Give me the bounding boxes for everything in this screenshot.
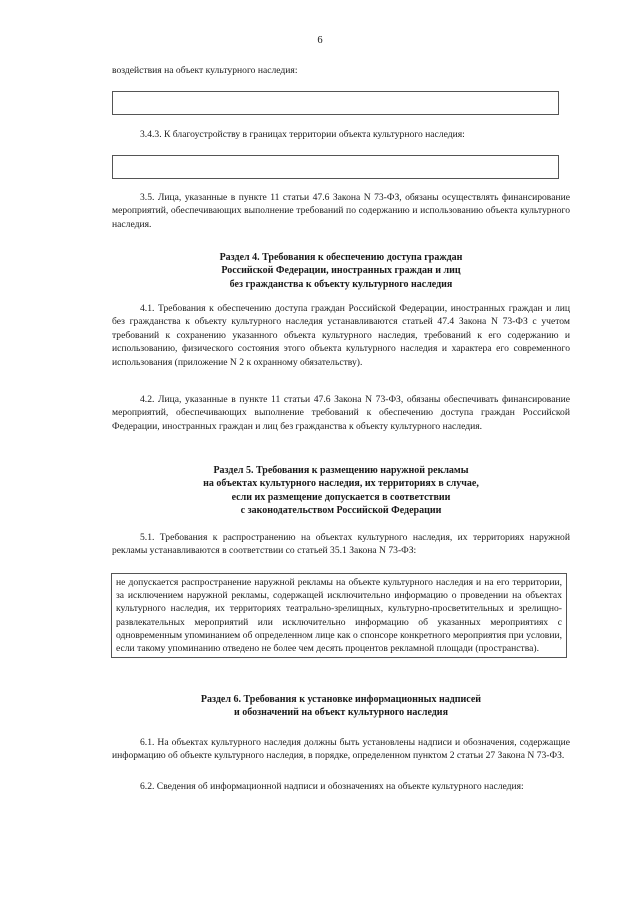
intro-line-block: [112, 64, 570, 77]
empty-field-box-1: [112, 91, 559, 115]
item-35-block: [112, 191, 570, 231]
section-5-heading: [112, 464, 570, 518]
empty-field-box-2: [112, 155, 559, 179]
item-51-block: [112, 531, 570, 558]
item-61: 6.1. На объектах культурного наследия должны быть установлены надписи и обозначения, содержащие информацию об объекте культурного наследия, в порядке, определенном пунктом 2 статьи 27 Закона N 73-ФЗ.: [112, 737, 570, 762]
section-5-heading-line: с законодательством Российской Федерации: [240, 505, 442, 517]
section-4-heading-line: Российской Федерации, иностранных граждан и лиц: [221, 265, 461, 277]
section-5-heading-line: если их размещение допускается в соответствии: [231, 491, 451, 503]
framed-requirement-text: не допускается распространение наружной рекламы на объекте культурного наследия и на его территории, за исключением наружной рекламы, содержащей исключительно информацию о проведении на объектах культурного наследия, их территориях театрально-зрелищных, культурно-просветительных и зрелищно-развлекательных мероприятий или исключительно информацию об указанных мероприятиях с одновременным упоминанием об определенном лице как о спонсоре конкретного мероприятия при условии, если такому упоминанию отведено не более чем десять процентов рекламной площади (пространства).: [116, 577, 562, 655]
item-62: 6.2. Сведения об информационной надписи и обозначениях на объекте культурного наследия:: [140, 781, 524, 792]
section-6-heading-line: и обозначений на объект культурного наследия: [234, 707, 448, 719]
framed-requirement-box: [111, 573, 567, 658]
section-4-heading-line: Раздел 4. Требования к обеспечению доступа граждан: [219, 252, 463, 263]
item-41: 4.1. Требования к обеспечению доступа граждан Российской Федерации, иностранных граждан и лиц без гражданства к объекту культурного наследия устанавливаются статьей 47.4 Закона N 73-ФЗ с учетом требований к сохранению указанного объекта культурного наследия, требований к его содержанию и использованию, физического состояния этого объекта культурного наследия и характера его современного использования (приложение N 2 к охранному обязательству).: [112, 303, 570, 368]
section-5-heading-line: Раздел 5. Требования к размещению наружной рекламы: [213, 465, 469, 476]
intro-line: воздействия на объект культурного наследия:: [112, 65, 298, 76]
section-4-heading: [112, 251, 570, 291]
item-62-block: [112, 780, 570, 793]
item-41-block: [112, 302, 570, 369]
section-4-heading-line: без гражданства к объекту культурного наследия: [229, 278, 453, 290]
item-51: 5.1. Требования к распространению на объектах культурного наследия, их территориях наружной рекламы устанавливаются в соответствии со статьей 35.1 Закона N 73-ФЗ:: [112, 532, 570, 557]
item-42-block: [112, 393, 570, 433]
item-42: 4.2. Лица, указанные в пункте 11 статьи 47.6 Закона N 73-ФЗ, обязаны обеспечивать финансирование мероприятий, обеспечивающих выполнение требований к обеспечению доступа граждан Российской Федерации, иностранных граждан и лиц без гражданства к объекту культурного наследия.: [112, 394, 570, 432]
page-number: 6: [317, 35, 323, 46]
item-343-block: [112, 128, 570, 141]
section-5-heading-line: на объектах культурного наследия, их территориях в случае,: [203, 478, 479, 490]
section-6-heading: [112, 693, 570, 720]
item-61-block: [112, 736, 570, 763]
item-343: 3.4.3. К благоустройству в границах территории объекта культурного наследия:: [140, 129, 465, 140]
item-35: 3.5. Лица, указанные в пункте 11 статьи 47.6 Закона N 73-ФЗ, обязаны осуществлять финансирование мероприятий, обеспечивающих выполнение требований по содержанию и использованию объекта культурного наследия.: [112, 192, 570, 230]
section-6-heading-line: Раздел 6. Требования к установке информационных надписей: [200, 694, 482, 705]
